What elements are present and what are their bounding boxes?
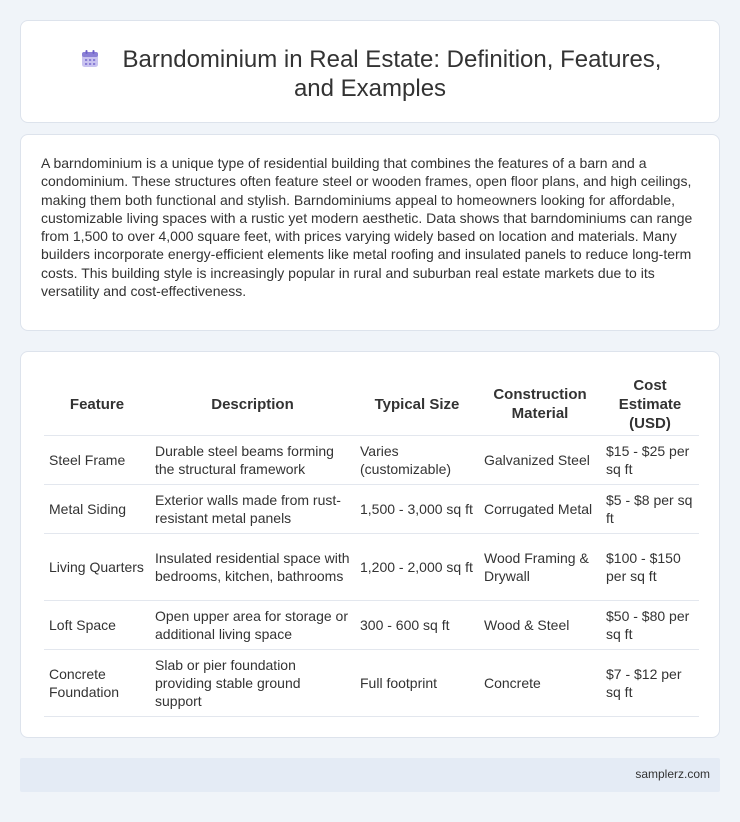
footer-bar (20, 758, 720, 792)
table-row (44, 600, 699, 649)
table-cell: Wood Framing & Drywall (479, 533, 601, 600)
column-header: Feature (69, 395, 125, 413)
table-cell: Concrete Foundation (44, 649, 150, 716)
table-cell: Open upper area for storage or additional living space (150, 600, 355, 649)
table-cell: $50 - $80 per sq ft (601, 600, 699, 649)
table-cell: Insulated residential space with bedrooms, kitchen, bathrooms (150, 533, 355, 600)
features-table (44, 374, 699, 717)
table-cell: Living Quarters (44, 533, 150, 600)
footer-source-link[interactable]: samplerz.com (635, 767, 710, 781)
column-header: Description (211, 395, 294, 413)
table-cell: $7 - $12 per sq ft (601, 649, 699, 716)
column-header: Construction Material (493, 386, 587, 423)
table-cell: $100 - $150 per sq ft (601, 533, 699, 600)
table-header-row (44, 374, 699, 435)
table-cell: 1,200 - 2,000 sq ft (355, 533, 479, 600)
page-title: Barndominium in Real Estate: Definition, Features, and Examples (122, 46, 662, 102)
table-cell: Varies (customizable) (355, 435, 479, 484)
intro-card (20, 134, 720, 331)
table-cell: Durable steel beams forming the structural framework (150, 435, 355, 484)
table-cell: $5 - $8 per sq ft (601, 484, 699, 533)
calendar-icon (79, 48, 101, 70)
page-title-wrap (61, 45, 679, 103)
table-cell: Exterior walls made from rust-resistant metal panels (150, 484, 355, 533)
table-cell: Full footprint (355, 649, 479, 716)
table-cell: 300 - 600 sq ft (355, 600, 479, 649)
column-header: Typical Size (374, 395, 460, 413)
table-cell: Steel Frame (44, 435, 150, 484)
intro-paragraph: A barndominium is a unique type of residential building that combines the features of a barn and a condominium. These structures often feature steel or wooden frames, open floor plans, and high ceilings, making them both functional and stylish. Barndominiums appeal to homeowners looking for affordable, customizable living spaces with a rustic yet modern aesthetic. Data shows that barndominiums can range from 1,500 to over 4,000 square feet, with prices varying widely based on location and materials. Many builders incorporate energy-efficient elements like metal roofing and insulated panels to reduce long-term costs. This building style is increasingly popular in rural and suburban real estate markets due to its versatility and cost-effectiveness. (41, 155, 693, 300)
table-card (20, 351, 720, 738)
table-cell: Slab or pier foundation providing stable ground support (150, 649, 355, 716)
table-cell: 1,500 - 3,000 sq ft (355, 484, 479, 533)
table-row (44, 435, 699, 484)
table-cell: Wood & Steel (479, 600, 601, 649)
table-row (44, 484, 699, 533)
title-card (20, 20, 720, 123)
table-cell: Loft Space (44, 600, 150, 649)
table-cell: Galvanized Steel (479, 435, 601, 484)
table-cell: Corrugated Metal (479, 484, 601, 533)
table-row (44, 533, 699, 600)
table-cell: Metal Siding (44, 484, 150, 533)
table-cell: $15 - $25 per sq ft (601, 435, 699, 484)
column-header: Cost Estimate (USD) (618, 376, 682, 432)
table-row (44, 649, 699, 716)
table-cell: Concrete (479, 649, 601, 716)
